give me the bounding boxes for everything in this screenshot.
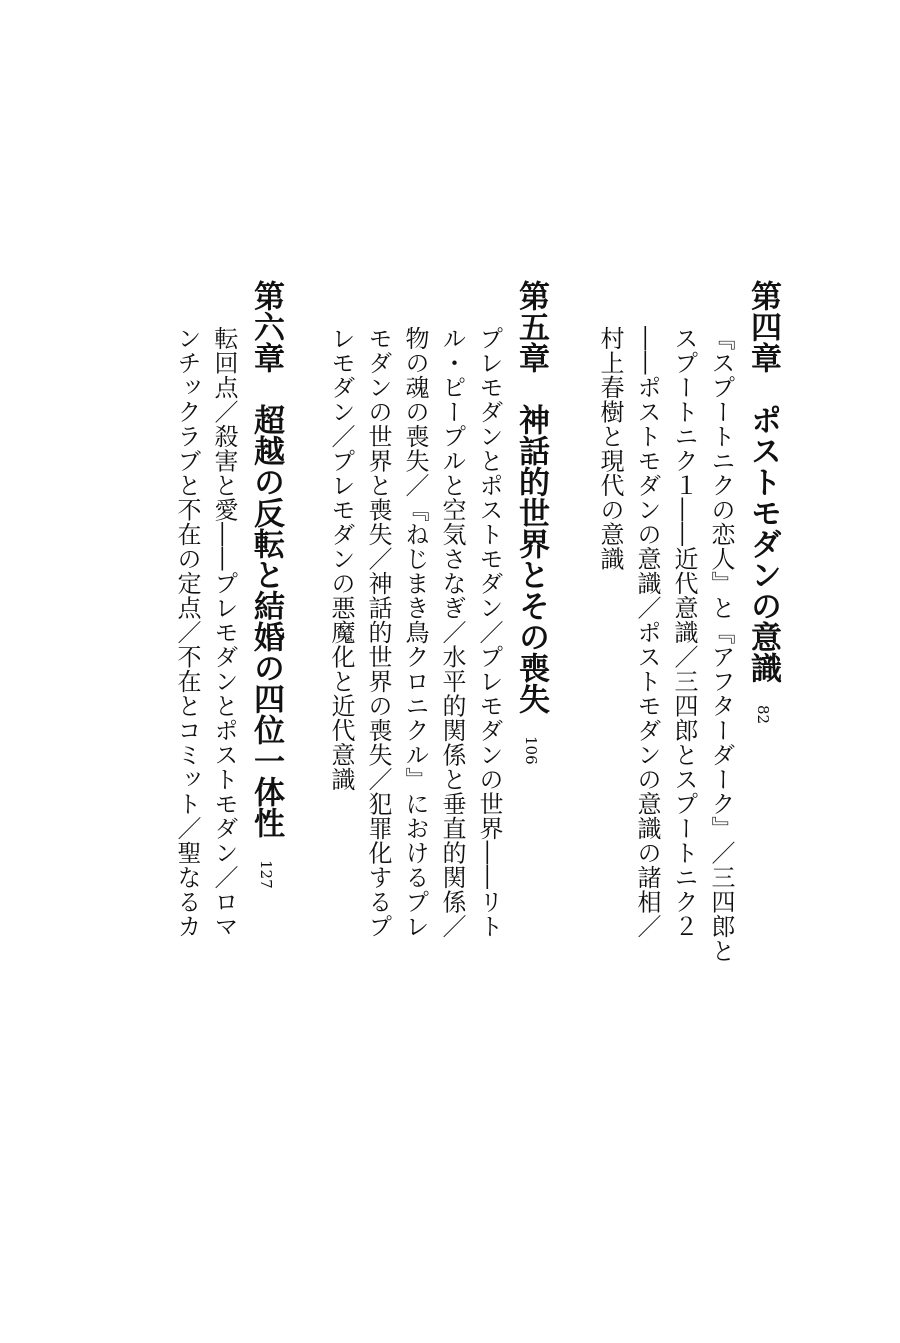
chapter-4-page-number: 82: [754, 705, 772, 725]
chapter-6-heading: [245, 280, 284, 889]
chapter-4-title: 第四章 ポストモダンの意識: [745, 280, 781, 683]
chapter-5-line-1: プレモダンとポストモダン／プレモダンの世界――リト: [475, 326, 503, 939]
chapter-4-line-3: ――ポストモダンの意識／ポストモダンの意識の諸相／: [633, 326, 661, 939]
chapter-5-line-4: モダンの世界と喪失／神話的世界の喪失／犯罪化するプ: [364, 326, 392, 939]
chapter-6-line-1: 転回点／殺害と愛――プレモダンとポストモダン／ロマ: [210, 326, 238, 939]
chapter-6-line-2: ンチックラブと不在の定点／不在とコミット／聖なるカ: [173, 326, 201, 939]
chapter-4-line-1: 『スプートニクの恋人』と『アフターダーク』／三四郎と: [707, 326, 735, 963]
chapter-5-heading: [510, 280, 549, 765]
chapter-4-heading: [742, 280, 781, 725]
chapter-5-line-2: ル・ピープルと空気さなぎ／水平的関係と垂直的関係／: [438, 326, 466, 939]
chapter-4-line-4: 村上春樹と現代の意識: [596, 326, 624, 571]
chapter-5-page-number: 106: [522, 736, 540, 765]
chapter-5-line-3: 物の魂の喪失／『ねじまき鳥クロニクル』におけるプレ: [401, 326, 429, 939]
chapter-6-page-number: 127: [257, 860, 275, 889]
chapter-5-title: 第五章 神話的世界とその喪失: [513, 280, 549, 714]
chapter-5-line-5: レモダン／プレモダンの悪魔化と近代意識: [327, 326, 355, 792]
chapter-6-title: 第六章 超越の反転と結婚の四位一体性: [248, 280, 284, 838]
chapter-4-line-2: スプートニク１――近代意識／三四郎とスプートニク２: [670, 326, 698, 939]
